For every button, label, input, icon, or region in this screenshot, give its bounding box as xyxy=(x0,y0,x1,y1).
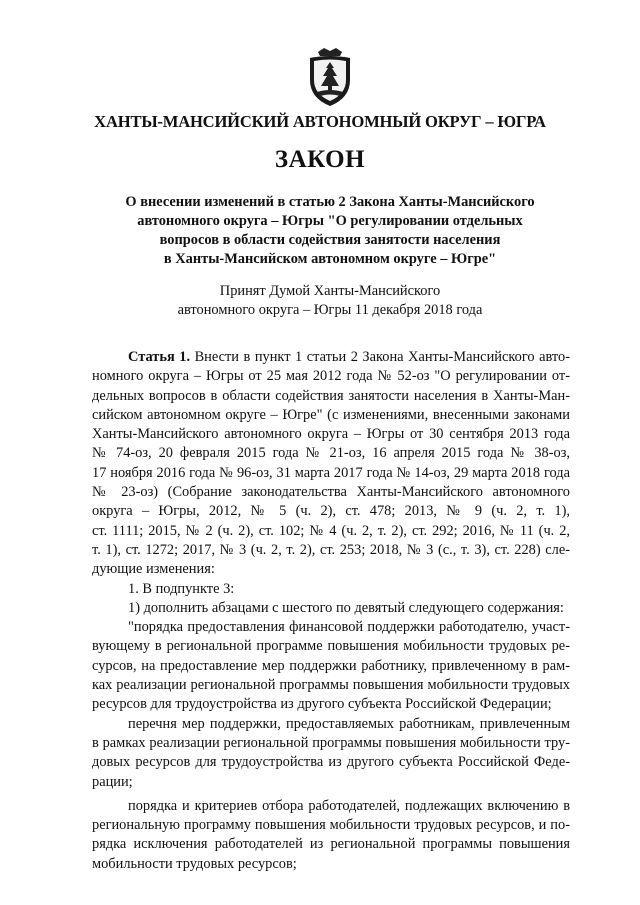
law-body xyxy=(92,348,570,874)
adoption-line: автономного округа – Югры 11 декабря 2018 года xyxy=(177,302,483,318)
coat-of-arms-emblem xyxy=(304,44,356,108)
article-line: сийском автономном округе – Югре" (с изменениями, внесенными законами xyxy=(92,406,570,423)
paragraph-line: сурсов, на предоставление мер поддержки работнику, привлеченному в рам- xyxy=(92,657,570,674)
article-line: № 74-оз, 20 февраля 2015 года № 21-оз, 16 апреля 2015 года № 38-оз, xyxy=(92,445,570,462)
article-line: округа – Югры, 2012, № 5 (ч. 2), ст. 478; 2013, № 9 (ч. 2, т. 1), xyxy=(92,503,570,520)
paragraph-line: мобильности трудовых ресурсов; xyxy=(92,855,297,872)
article-first-line xyxy=(92,348,570,367)
article-intro: Внести в пункт 1 статьи 2 Закона Ханты-Мансийского авто- xyxy=(194,349,570,365)
paragraph-line: довых ресурсов для трудоустройства из другого субъекта Российской Феде- xyxy=(92,754,570,771)
document-type-title: ЗАКОН xyxy=(274,146,366,173)
subject-line: О внесении изменений в статью 2 Закона Ханты-Мансийского xyxy=(125,194,535,210)
article-line: Ханты-Мансийского автономного округа – Югры от 30 сентября 2013 года xyxy=(92,426,570,443)
subject-line: автономного округа – Югры "О регулировании отдельных xyxy=(137,213,523,229)
adoption-line: Принят Думой Ханты-Мансийского xyxy=(219,283,441,299)
subpoint-heading: 1) дополнить абзацами с шестого по девятый следующего содержания: xyxy=(128,599,564,616)
adoption-note xyxy=(100,282,560,320)
article-line: 17 ноября 2016 года № 96-оз, 31 марта 2017 года № 14-оз, 29 марта 2018 года xyxy=(92,464,570,481)
paragraph-line: региональную программу повышения мобильности трудовых ресурсов, и по- xyxy=(92,817,570,834)
subject-line: в Ханты-Мансийском автономном округе – Югре" xyxy=(163,251,497,267)
paragraph-line: вующему в региональной программе повышения мобильности трудовых ре- xyxy=(92,638,570,655)
point-heading: 1. В подпункте 3: xyxy=(128,580,235,597)
subject-line: вопросов в области содействия занятости населения xyxy=(159,232,501,248)
article-line: номного округа – Югры от 25 мая 2012 года № 52-оз "О регулировании от- xyxy=(92,368,570,385)
region-heading: ХАНТЫ-МАНСИЙСКИЙ АВТОНОМНЫЙ ОКРУГ – ЮГРА xyxy=(94,112,546,131)
article-line: т. 1), ст. 1272; 2017, № 3 (ч. 2, т. 2), ст. 253; 2018, № 3 (с., т. 3), ст. 228) сле- xyxy=(92,541,570,558)
law-subject-title xyxy=(100,193,560,269)
paragraph-line: порядка и критериев отбора работодателей, подлежащих включению в xyxy=(128,797,570,814)
paragraph-line: в рамках реализации региональной программы повышения мобильности тру- xyxy=(92,734,570,751)
paragraph-line: ках реализации региональной программы повышения мобильности трудовых xyxy=(92,677,570,694)
article-line: дельных вопросов в области содействия занятости населения в Ханты-Ман- xyxy=(92,387,570,404)
paragraph-line: "порядка предоставления финансовой поддержки работодателю, участ- xyxy=(128,619,570,636)
article-label: Статья 1. xyxy=(128,349,191,365)
article-line: дующие изменения: xyxy=(92,561,215,578)
paragraph-line: рядка исключения работодателей из региональной программы повышения xyxy=(92,836,570,853)
article-line: № 23-оз) (Собрание законодательства Ханты-Мансийского автономного xyxy=(92,484,570,501)
paragraph-line: ресурсов для трудоустройства из другого субъекта Российской Федерации; xyxy=(92,696,552,713)
paragraph-line: перечня мер поддержки, предоставляемых работникам, привлеченным xyxy=(128,715,570,732)
article-line: ст. 1111; 2015, № 2 (ч. 2), ст. 102; № 4 (ч. 2, т. 2), ст. 292; 2016, № 11 (ч. 2, xyxy=(92,522,570,539)
paragraph-line: рации; xyxy=(92,773,133,790)
